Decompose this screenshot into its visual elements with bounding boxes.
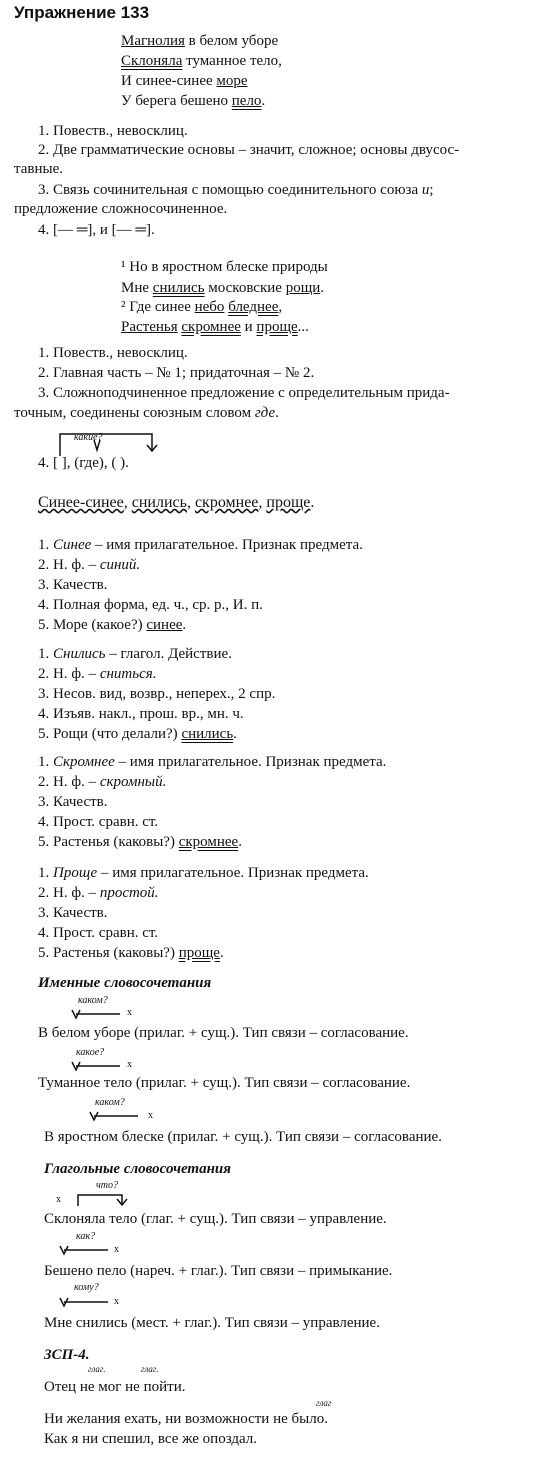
morphology-line <box>38 536 363 554</box>
text-segment: 4. [— ═], и [— ═]. <box>38 222 155 238</box>
morphology-line <box>38 556 140 574</box>
morphology-line <box>38 596 263 614</box>
text-segment: 5. Рощи (что делали?) <box>38 726 182 742</box>
text-segment: рощи <box>285 280 321 296</box>
text-segment: – имя прилагательное. Признак предмета. <box>97 865 369 881</box>
text-segment: – глагол. Действие. <box>105 646 232 662</box>
morphology-line <box>38 725 237 743</box>
poem-line <box>121 279 324 297</box>
phrase-question: кому? <box>74 1282 99 1293</box>
morphology-line <box>38 793 108 811</box>
text-segment: 5. Растенья (каковы?) <box>38 945 179 961</box>
text-segment: 3. Несов. вид, возвр., неперех., 2 спр. <box>38 686 276 702</box>
text-segment: 3. Качеств. <box>38 905 108 921</box>
verb-phrase: Бешено пело (нареч. + глаг.). Тип связи – примыкание. <box>44 1263 393 1279</box>
text-segment: проще <box>266 494 311 511</box>
text-segment: 2. Две грамматические основы – значит, сложное; основы двусос- <box>38 142 460 158</box>
text-segment: и <box>240 319 257 335</box>
text-segment: тавные. <box>14 161 63 177</box>
zsp-line: Отец не мог не пойти. <box>44 1379 186 1395</box>
text-segment: 4. Полная форма, ед. ч., ср. р., И. п. <box>38 597 263 613</box>
phrase-question: какое? <box>76 1047 105 1058</box>
analysis-line <box>14 404 279 422</box>
text-segment: небо <box>194 299 225 315</box>
pos-label: глаг. <box>141 1364 159 1374</box>
phrase-arrow <box>76 1192 136 1208</box>
cross-mark: x <box>127 1007 132 1018</box>
scheme-label: какие? <box>74 432 103 443</box>
text-segment: скромнее <box>194 494 259 511</box>
analysis-line <box>38 384 450 402</box>
text-segment: . <box>275 405 279 421</box>
text-segment: Синее-синее <box>38 494 124 511</box>
verb-phrases-heading: Глагольные словосочетания <box>44 1161 231 1177</box>
morphology-line <box>38 616 186 634</box>
text-segment: . <box>182 617 187 633</box>
text-segment: скромнее <box>178 834 239 850</box>
text-segment: 5. Растенья (каковы?) <box>38 834 179 850</box>
analysis-line <box>38 141 459 159</box>
text-segment: простой. <box>99 885 159 901</box>
cross-mark: x <box>114 1296 119 1307</box>
text-segment: в белом уборе <box>184 33 279 49</box>
analysis-line <box>38 364 314 382</box>
noun-phrase: В яростном блеске (прилаг. + сущ.). Тип связи – согласование. <box>44 1129 442 1145</box>
text-segment: И синее-синее <box>121 73 217 89</box>
poem-line <box>121 92 265 110</box>
morphology-line <box>38 665 156 683</box>
text-segment: Магнолия <box>121 33 185 49</box>
morphology-line <box>38 576 108 594</box>
text-segment: 3. Качеств. <box>38 577 108 593</box>
morphology-line <box>38 864 369 882</box>
text-segment: Проще <box>53 865 98 881</box>
morphology-line <box>38 753 386 771</box>
text-segment: 2. Н. ф. – <box>38 557 100 573</box>
text-segment: 2. Главная часть – № 1; придаточная – № 2. <box>38 365 315 381</box>
phrase-question: каком? <box>95 1097 125 1108</box>
text-segment: ¹ Но в яростном блеске природы <box>121 259 328 275</box>
text-segment: московские <box>204 280 286 296</box>
text-segment: туманное тело, <box>182 53 282 69</box>
text-segment: предложение сложносочиненное. <box>14 201 228 217</box>
pos-label: глаг <box>316 1398 332 1408</box>
text-segment: Снились <box>53 646 106 662</box>
cross-mark: x <box>148 1110 153 1121</box>
text-segment: снились <box>131 494 187 511</box>
noun-phrases-heading: Именные словосочетания <box>38 975 212 991</box>
text-segment: . <box>261 93 266 109</box>
text-segment: 1. <box>38 537 53 553</box>
phrase-question: что? <box>96 1180 118 1191</box>
text-segment: бледнее <box>228 299 279 315</box>
analysis-line <box>38 344 188 362</box>
cross-mark: x <box>127 1059 132 1070</box>
text-segment: и <box>421 182 430 198</box>
text-segment: ; <box>429 182 434 198</box>
text-segment: 4. Изъяв. накл., прош. вр., мн. ч. <box>38 706 244 722</box>
poem-line <box>121 318 309 336</box>
text-segment: 2. Н. ф. – <box>38 666 100 682</box>
cross-mark: x <box>56 1194 61 1205</box>
text-segment: синее <box>146 617 183 633</box>
zsp-heading: ЗСП-4. <box>44 1347 90 1363</box>
text-segment: 2. Н. ф. – <box>38 885 100 901</box>
text-segment: . <box>238 834 242 850</box>
text-segment: . <box>320 280 325 296</box>
text-segment: пело <box>231 93 262 109</box>
text-segment: скромный. <box>99 774 167 790</box>
noun-phrase: В белом уборе (прилаг. + сущ.). Тип связи – согласование. <box>38 1025 409 1041</box>
morphology-line <box>38 705 244 723</box>
text-segment: точным, соединены союзным словом <box>14 405 255 421</box>
morphology-line <box>38 813 158 831</box>
text-segment: . <box>233 726 237 742</box>
text-segment: снились <box>152 280 205 296</box>
morphology-line <box>38 833 242 851</box>
text-segment: – имя прилагательное. Признак предмета. <box>114 754 387 770</box>
text-segment: Скромнее <box>53 754 115 770</box>
text-segment: синий. <box>99 557 141 573</box>
text-segment: 4. Прост. сравн. ст. <box>38 925 159 941</box>
text-segment: ... <box>297 319 309 335</box>
text-segment: ² Где синее <box>121 299 195 315</box>
text-segment: , <box>186 494 195 511</box>
text-segment: , <box>278 299 283 315</box>
text-segment: 1. <box>38 865 53 881</box>
text-segment: море <box>216 73 248 89</box>
poem-line <box>121 298 282 316</box>
zsp-line: Ни желания ехать, ни возможности не было. <box>44 1411 328 1427</box>
text-segment: 3. Связь сочинительная с помощью соединительного союза <box>38 182 422 198</box>
text-segment: Растенья <box>121 319 178 335</box>
morphology-line <box>38 904 108 922</box>
text-segment: где <box>254 405 276 421</box>
text-segment: Склоняла <box>121 53 183 69</box>
analysis-line <box>14 160 63 178</box>
text-segment: сниться. <box>99 666 157 682</box>
text-segment: , <box>258 494 267 511</box>
text-segment: 3. Качеств. <box>38 794 108 810</box>
text-segment: Мне <box>121 280 153 296</box>
text-segment: 2. Н. ф. – <box>38 774 100 790</box>
phrase-question: как? <box>76 1231 96 1242</box>
text-segment: – имя прилагательное. Признак предмета. <box>91 537 363 553</box>
verb-phrase: Мне снились (мест. + глаг.). Тип связи – управление. <box>44 1315 380 1331</box>
text-segment: снились <box>181 726 234 742</box>
text-segment: 1. <box>38 754 53 770</box>
poem-line <box>121 258 328 276</box>
text-segment: У берега бешено <box>121 93 232 109</box>
text-segment: , <box>123 494 132 511</box>
parsed-words <box>38 494 314 512</box>
analysis-line <box>38 122 188 140</box>
morphology-line <box>38 685 275 703</box>
text-segment: 3. Сложноподчиненное предложение с определительным прида- <box>38 385 450 401</box>
verb-phrase: Склоняла тело (глаг. + сущ.). Тип связи – управление. <box>44 1211 387 1227</box>
text-segment: 1. <box>38 646 53 662</box>
text-segment: Синее <box>53 537 92 553</box>
morphology-line <box>38 924 158 942</box>
text-segment: 4. Прост. сравн. ст. <box>38 814 159 830</box>
pos-label: глаг. <box>88 1364 106 1374</box>
text-segment: 5. Море (какое?) <box>38 617 147 633</box>
phrase-question: каком? <box>78 995 108 1006</box>
morphology-line <box>38 884 159 902</box>
analysis-line <box>38 181 434 199</box>
exercise-title: Упражнение 133 <box>14 3 150 22</box>
poem-line <box>121 32 278 50</box>
text-segment: проще <box>256 319 298 335</box>
zsp-line: Как я ни спешил, все же опоздал. <box>44 1431 258 1447</box>
noun-phrase: Туманное тело (прилаг. + сущ.). Тип связи – согласование. <box>38 1075 411 1091</box>
text-segment: . <box>310 494 315 511</box>
analysis-line <box>38 221 155 239</box>
text-segment: проще <box>178 945 220 961</box>
morphology-line <box>38 944 224 962</box>
cross-mark: x <box>114 1244 119 1255</box>
text-segment: скромнее <box>181 319 241 335</box>
text-segment: 1. Повеств., невосклиц. <box>38 345 188 361</box>
text-segment: . <box>219 945 224 961</box>
sentence-scheme: 4. [ ], (где), ( ). <box>38 455 129 471</box>
morphology-line <box>38 645 232 663</box>
text-segment: 1. Повеств., невосклиц. <box>38 123 188 139</box>
analysis-line <box>14 200 227 218</box>
poem-line <box>121 52 282 70</box>
poem-line <box>121 72 248 90</box>
morphology-line <box>38 773 166 791</box>
